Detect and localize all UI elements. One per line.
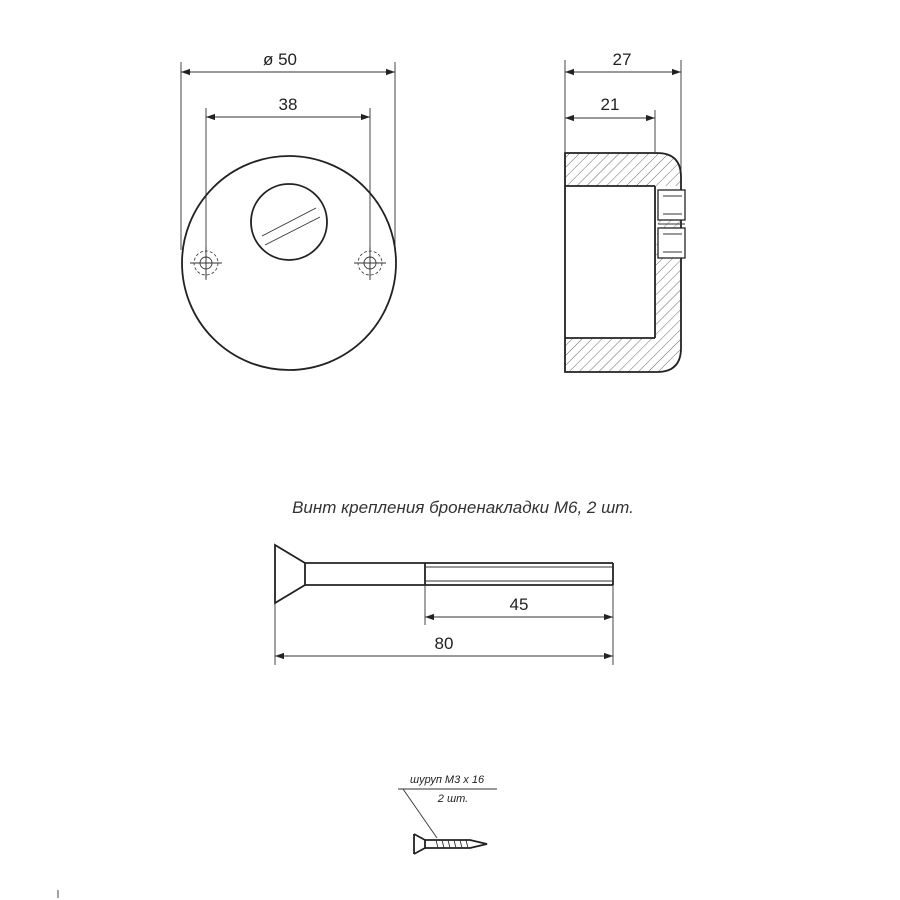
- bolt-head: [275, 545, 305, 603]
- screw-drawing: [398, 774, 497, 854]
- mounting-hole-left: [190, 247, 222, 279]
- bolt-title: Винт крепления броненакладки М6, 2 шт.: [292, 498, 634, 517]
- front-view: [181, 50, 396, 370]
- dimension-total-length: 80: [434, 634, 454, 653]
- screw-quantity: 2 шт.: [437, 793, 469, 805]
- screw-label: шуруп М3 х 16: [409, 774, 485, 786]
- bolt-drawing: [275, 498, 634, 665]
- side-view: [565, 50, 685, 372]
- section-hatch-bottom: [565, 265, 681, 372]
- dimension-total-depth: 27: [612, 50, 632, 69]
- hole-reflection-line: [262, 208, 316, 236]
- dimension-hole-spacing: 38: [278, 95, 298, 114]
- screw-thread: [436, 840, 468, 848]
- dimension-body-depth: 21: [600, 95, 620, 114]
- dimension-outer-diameter: ø 50: [262, 50, 298, 69]
- mounting-hole-right: [354, 247, 386, 279]
- leader-line: [403, 789, 437, 838]
- screw-head-taper: [414, 834, 425, 854]
- hole-reflection-line: [265, 217, 320, 245]
- section-hatch-top: [565, 153, 681, 190]
- dimension-thread-length: 45: [509, 595, 529, 614]
- anti-drill-insert: [658, 190, 685, 258]
